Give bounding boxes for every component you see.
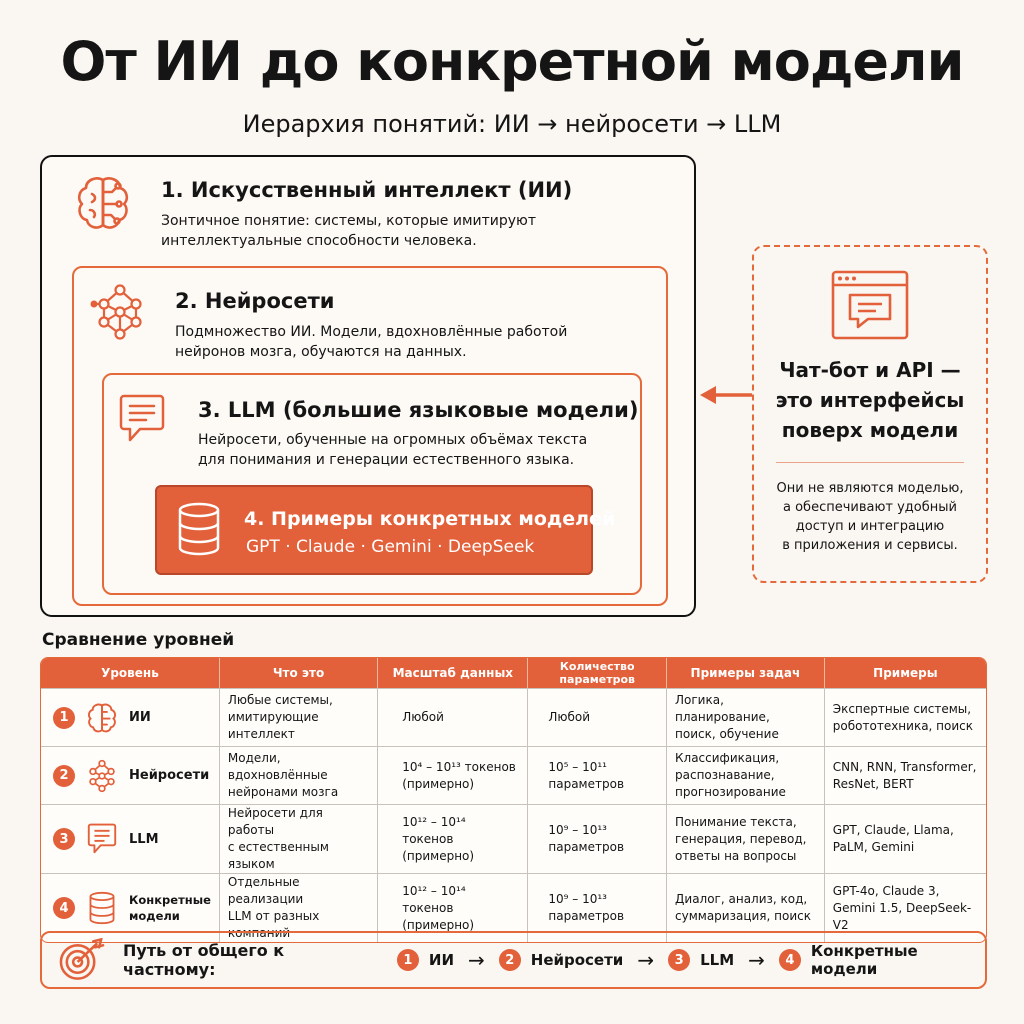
comparison-title: Сравнение уровней bbox=[42, 630, 235, 650]
cell-what: Модели, вдохновлённые нейронами мозга bbox=[220, 746, 378, 804]
level-3-desc-line2: для понимания и генерации естественного языка. bbox=[198, 452, 575, 468]
arrow-right-icon: → bbox=[468, 948, 485, 972]
cell-what: Любые системы, имитирующие интеллект bbox=[220, 688, 378, 746]
divider bbox=[776, 462, 964, 463]
chat-bubble-icon bbox=[118, 392, 166, 446]
step-label: Нейросети bbox=[530, 951, 624, 969]
arrow-left-icon bbox=[700, 381, 754, 409]
page-title: От ИИ до конкретной модели bbox=[60, 30, 964, 93]
cell-params: 10⁵ – 10¹¹ параметров bbox=[528, 746, 667, 804]
step-label: ИИ bbox=[428, 951, 454, 969]
database-icon bbox=[176, 501, 222, 557]
cell-examples: GPT, Claude, Llama, PaLM, Gemini bbox=[825, 804, 986, 873]
arrow-right-icon: → bbox=[748, 948, 765, 972]
comparison-table bbox=[40, 657, 987, 943]
cell-examples: CNN, RNN, Transformer, ResNet, BERT bbox=[825, 746, 986, 804]
target-icon bbox=[58, 938, 105, 982]
cell-data: 10⁴ – 10¹³ токенов (примерно) bbox=[378, 746, 528, 804]
path-step-2 bbox=[499, 949, 624, 971]
level-number-badge: 2 bbox=[53, 765, 75, 787]
cell-data: 10¹² – 10¹⁴ токенов (примерно) bbox=[378, 873, 528, 942]
cell-what: Отдельные реализации LLM от разных компаний bbox=[220, 873, 378, 942]
cell-params: Любой bbox=[528, 688, 667, 746]
header-params: Количество параметров bbox=[528, 658, 667, 688]
level-2-desc-line2: нейронов мозга, обучаются на данных. bbox=[175, 344, 467, 360]
cell-data: Любой bbox=[378, 688, 528, 746]
step-label: Конкретные модели bbox=[810, 942, 918, 978]
level-2-desc-line1: Подмножество ИИ. Модели, вдохновлённые работой bbox=[175, 324, 568, 340]
level-name: LLM bbox=[129, 831, 159, 847]
table-row bbox=[41, 688, 986, 746]
chatbot-title: Чат-бот и API — это интерфейсы поверх модели bbox=[775, 358, 965, 442]
path-general-to-specific bbox=[40, 931, 987, 989]
step-number-badge: 2 bbox=[499, 949, 521, 971]
step-label: LLM bbox=[700, 951, 735, 969]
cell-params: 10⁹ – 10¹³ параметров bbox=[528, 804, 667, 873]
header-tasks: Примеры задач bbox=[667, 658, 825, 688]
level-1-desc-line1: Зонтичное понятие: системы, которые имитируют bbox=[161, 213, 536, 229]
cell-params: 10⁹ – 10¹³ параметров bbox=[528, 873, 667, 942]
level-3-desc-line1: Нейросети, обученные на огромных объёмах текста bbox=[198, 432, 588, 448]
path-step-3 bbox=[668, 949, 734, 971]
brain-icon bbox=[72, 172, 134, 234]
level-3-title: 3. LLM (большие языковые модели) bbox=[198, 398, 639, 422]
browser-chat-icon bbox=[830, 269, 910, 341]
cell-tasks: Логика, планирование, поиск, обучение bbox=[667, 688, 825, 746]
path-step-4 bbox=[779, 942, 985, 978]
level-1-desc-line2: интеллектуальные способности человека. bbox=[161, 233, 477, 249]
level-name: Нейросети bbox=[129, 768, 210, 783]
cell-examples: Экспертные системы, робототехника, поиск bbox=[825, 688, 986, 746]
level-number-badge: 3 bbox=[53, 828, 75, 850]
cell-data: 10¹² – 10¹⁴ токенов (примерно) bbox=[378, 804, 528, 873]
cell-tasks: Классификация, распознавание, прогнозирование bbox=[667, 746, 825, 804]
level-number-badge: 4 bbox=[53, 897, 75, 919]
level-2-title: 2. Нейросети bbox=[175, 289, 335, 313]
header-data-scale: Масштаб данных bbox=[378, 658, 528, 688]
page-subtitle: Иерархия понятий: ИИ → нейросети → LLM bbox=[242, 110, 782, 138]
cell-tasks: Понимание текста, генерация, перевод, ответы на вопросы bbox=[667, 804, 825, 873]
level-1-title: 1. Искусственный интеллект (ИИ) bbox=[161, 178, 573, 202]
neural-network-icon bbox=[85, 759, 119, 793]
chatbot-api-box bbox=[752, 245, 988, 583]
path-label: Путь от общего к частному: bbox=[123, 941, 285, 979]
header-level: Уровень bbox=[41, 658, 220, 688]
table-row bbox=[41, 804, 986, 873]
level-4-title: 4. Примеры конкретных моделей bbox=[244, 508, 616, 530]
level-name: ИИ bbox=[129, 710, 151, 725]
header-what: Что это bbox=[220, 658, 378, 688]
level-name: Конкретные модели bbox=[129, 893, 211, 923]
chat-bubble-icon bbox=[85, 822, 119, 856]
step-number-badge: 4 bbox=[779, 949, 801, 971]
brain-icon bbox=[85, 701, 119, 735]
header-examples: Примеры bbox=[825, 658, 986, 688]
cell-examples: GPT-4o, Claude 3, Gemini 1.5, DeepSeek-V2 bbox=[825, 873, 986, 942]
arrow-right-icon: → bbox=[637, 948, 655, 972]
step-number-badge: 3 bbox=[668, 949, 690, 971]
cell-what: Нейросети для работы с естественным языком bbox=[220, 804, 378, 873]
step-number-badge: 1 bbox=[397, 949, 419, 971]
cell-tasks: Диалог, анализ, код, суммаризация, поиск bbox=[667, 873, 825, 942]
table-row bbox=[41, 746, 986, 804]
path-step-1 bbox=[397, 949, 454, 971]
level-4-models-list: GPT · Claude · Gemini · DeepSeek bbox=[246, 537, 535, 557]
chatbot-desc: Они не являются моделью, а обеспечивают удобный доступ и интеграцию в приложения и сервисы. bbox=[776, 481, 964, 553]
level-number-badge: 1 bbox=[53, 707, 75, 729]
neural-network-icon bbox=[90, 282, 150, 342]
database-icon bbox=[85, 891, 119, 925]
